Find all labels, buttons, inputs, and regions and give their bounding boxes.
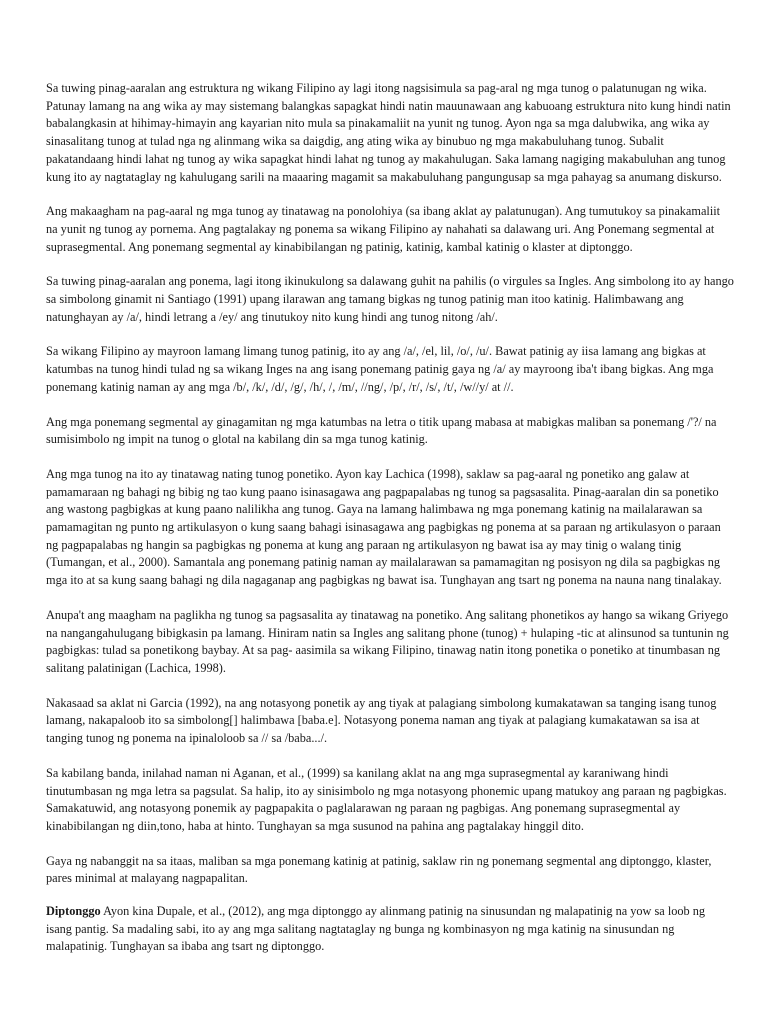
paragraph-7: Anupa't ang maagham na paglikha ng tunog sa pagsasalita ay tinatawag na ponetiko. Ang salitang phonetikos ay hango sa wikang Griyego na nangangahulugang bibigkasin pa lamang. Hiniram natin sa Ingles ang salitang phone (tunog) + hulaping -tic at alinsunod sa tuntunin ng pagbigkas: tulad sa ponetikong baybay. At sa pag- aasimila sa wikang Filipino, tinawag natin itong ponetika o ponetiko at tinumbasan ng salitang palatinigan (Lachica, 1998). <box>46 607 729 675</box>
paragraph-8: Nakasaad sa aklat ni Garcia (1992), na ang notasyong ponetik ay ang tiyak at palagiang simbolong kumakatawan sa tanging isang tunog lamang, nakapaloob ito sa simbolong[] halimbawa [baba.e]. Notasyong ponema naman ang tiyak at palagiang kumakatawan sa isa at tanging tunog ng ponema na ipinaloloob sa // sa /baba.../. <box>46 695 717 746</box>
diptonggo-heading: Diptonggo <box>46 904 101 919</box>
document-body <box>46 80 734 973</box>
paragraph-6: Ang mga tunog na ito ay tinatawag nating tunog ponetiko. Ayon kay Lachica (1998), saklaw sa pag-aaral ng ponetiko ang galaw at pamamaraan ng bahagi ng bibig ng tao kung paano isinasagawa ang pagpapalabas ng tunog sa pagsasalita. Pinag-aaralan din sa ponetiko ang wastong pagbigkas at kung paano nalilikha ang tunog. Gaya na lamang halimbawa ng mga ponemang katinig na mailalarawan sa pamamagitan ng punto ng artikulasyon o kung saang bahagi isinasagawa ang pagbigkas ng ponema at sa paraan ng artikulasyon o paraan ng pagpapalabas ng hangin sa pagbigkas ng ponema at kung ang paraan ng artikulasyon ng bawat isa ay may tinig o walang tinig (Tumangan, et al., 2000). Samantala ang ponemang patinig naman ay mailalarawan sa pamamagitan ng posisyon ng dila sa pagbigkas ng mga ito at sa kung saang bahagi ng dila nagaganap ang pagbigkas ng bawat isa. Tunghayan ang tsart ng ponema na nauna nang tinalakay. <box>46 466 722 588</box>
diptonggo-text: Ayon kina Dupale, et al., (2012), ang mga diptonggo ay alinmang patinig na sinusundan ng malapatinig na yow sa loob ng isang pantig. Sa madaling sabi, ito ay ang mga salitang nagtataglay ng bunga ng kombinasyon ng mga katinig na sinusundan ng malapatinig. Tunghayan sa ibaba ang tsart ng diptonggo. <box>46 904 706 954</box>
paragraph-10: Gaya ng nabanggit na sa itaas, maliban sa mga ponemang katinig at patinig, saklaw rin ng ponemang segmental ang diptonggo, klaster, pares minimal at malayang nagpapalitan. <box>46 853 712 886</box>
paragraph-4: Sa wikang Filipino ay mayroon lamang limang tunog patinig, ito ay ang /a/, /el, lil, /o/, /u/. Bawat patinig ay iisa lamang ang bigkas at katumbas na tunog hindi tulad ng sa wikang Inges na ang isang ponemang patinig gaya ng /a/ ay mayroong iba't ibang bigkas. Ang mga ponemang katinig naman ay ang mga /b/, /k/, /d/, /g/, /h/, /, /m/, //ng/, /p/, /r/, /s/, /t/, /w//y/ at //. <box>46 344 714 394</box>
paragraph-5: Ang mga ponemang segmental ay ginagamitan ng mga katumbas na letra o titik upang mabasa at mabigkas maliban sa ponemang /'?/ na sumisimbolo ng impit na tunog o glotal na kabilang din sa mga tunog katinig. <box>46 414 717 447</box>
paragraph-3: Sa tuwing pinag-aaralan ang ponema, lagi itong ikinukulong sa dalawang guhit na pahilis (o virgules sa Ingles. Ang simbolong ito ay hango sa simbolong ginamit ni Santiago (1991) upang ilarawan ang tamang bigkas ng tunog patinig man itoo katinig. Halimbawang ang natunghayan ay /a/, hindi letrang a /ey/ ang tinutukoy nito kung hindi ang tunog nitong /ah/. <box>46 274 734 324</box>
paragraph-9: Sa kabilang banda, inilahad naman ni Aganan, et al., (1999) sa kanilang aklat na ang mga suprasegmental ay karaniwang hindi tinutumbasan ng mga letra sa pagsulat. Sa halip, ito ay sinisimbolo ng mga notasyong phonemic upang matukoy ang paraan ng pagbigkas. Samakatuwid, ang notasyong ponemik ay pagpapakita o paglalarawan ng paraan ng pagbigas. Ang ponemang suprasegmental ay kinabibilangan ng diin,tono, haba at hinto. Tunghayan sa mga susunod na pahina ang pagtalakay hinggil dito. <box>46 765 727 833</box>
paragraph-2: Ang makaagham na pag-aaral ng mga tunog ay tinatawag na ponolohiya (sa ibang aklat ay palatunugan). Ang tumutukoy sa pinakamaliit na yunit ng tunog ay pornema. Ang pagtalakay ng ponema sa wikang Filipino ay nahahati sa dalawang uri. Ang Ponemang segmental at suprasegmental. Ang ponemang segmental ay kinabibilangan ng patinig, katinig, kambal katinig o klaster at diptonggo. <box>46 204 721 254</box>
paragraph-diptonggo <box>46 903 734 956</box>
paragraph-1: Sa tuwing pinag-aaralan ang estruktura ng wikang Filipino ay lagi itong nagsisimula sa pag-aral ng mga tunog o palatunugan ng wika. Patunay lamang na ang wika ay may sistemang balangkas sapagkat hindi natin mauunawaan ang kabuoang estruktura nito kung hindi natin babalangkasin at hihimay-himayin ang kayarian nito mula sa pinakamaliit na yunit ng tunog. Ayon nga sa mga dalubwika, ang wika ay sinasalitang tunog at tulad nga ng alinmang wika sa daigdig, ang ating wika ay binubuo ng mga makabuluhang tunog. Subalit pakatandaang hindi lahat ng tunog ay wika sapagkat hindi lahat ng tunog ay makahulugan. Saka lamang nagiging makabuluhan ang tunog kung ito ay nagtataglay ng kahulugang sarili na maaaring magamit sa makabuluhang pangungusap sa mga pahayag sa anumang diskurso. <box>46 81 731 184</box>
